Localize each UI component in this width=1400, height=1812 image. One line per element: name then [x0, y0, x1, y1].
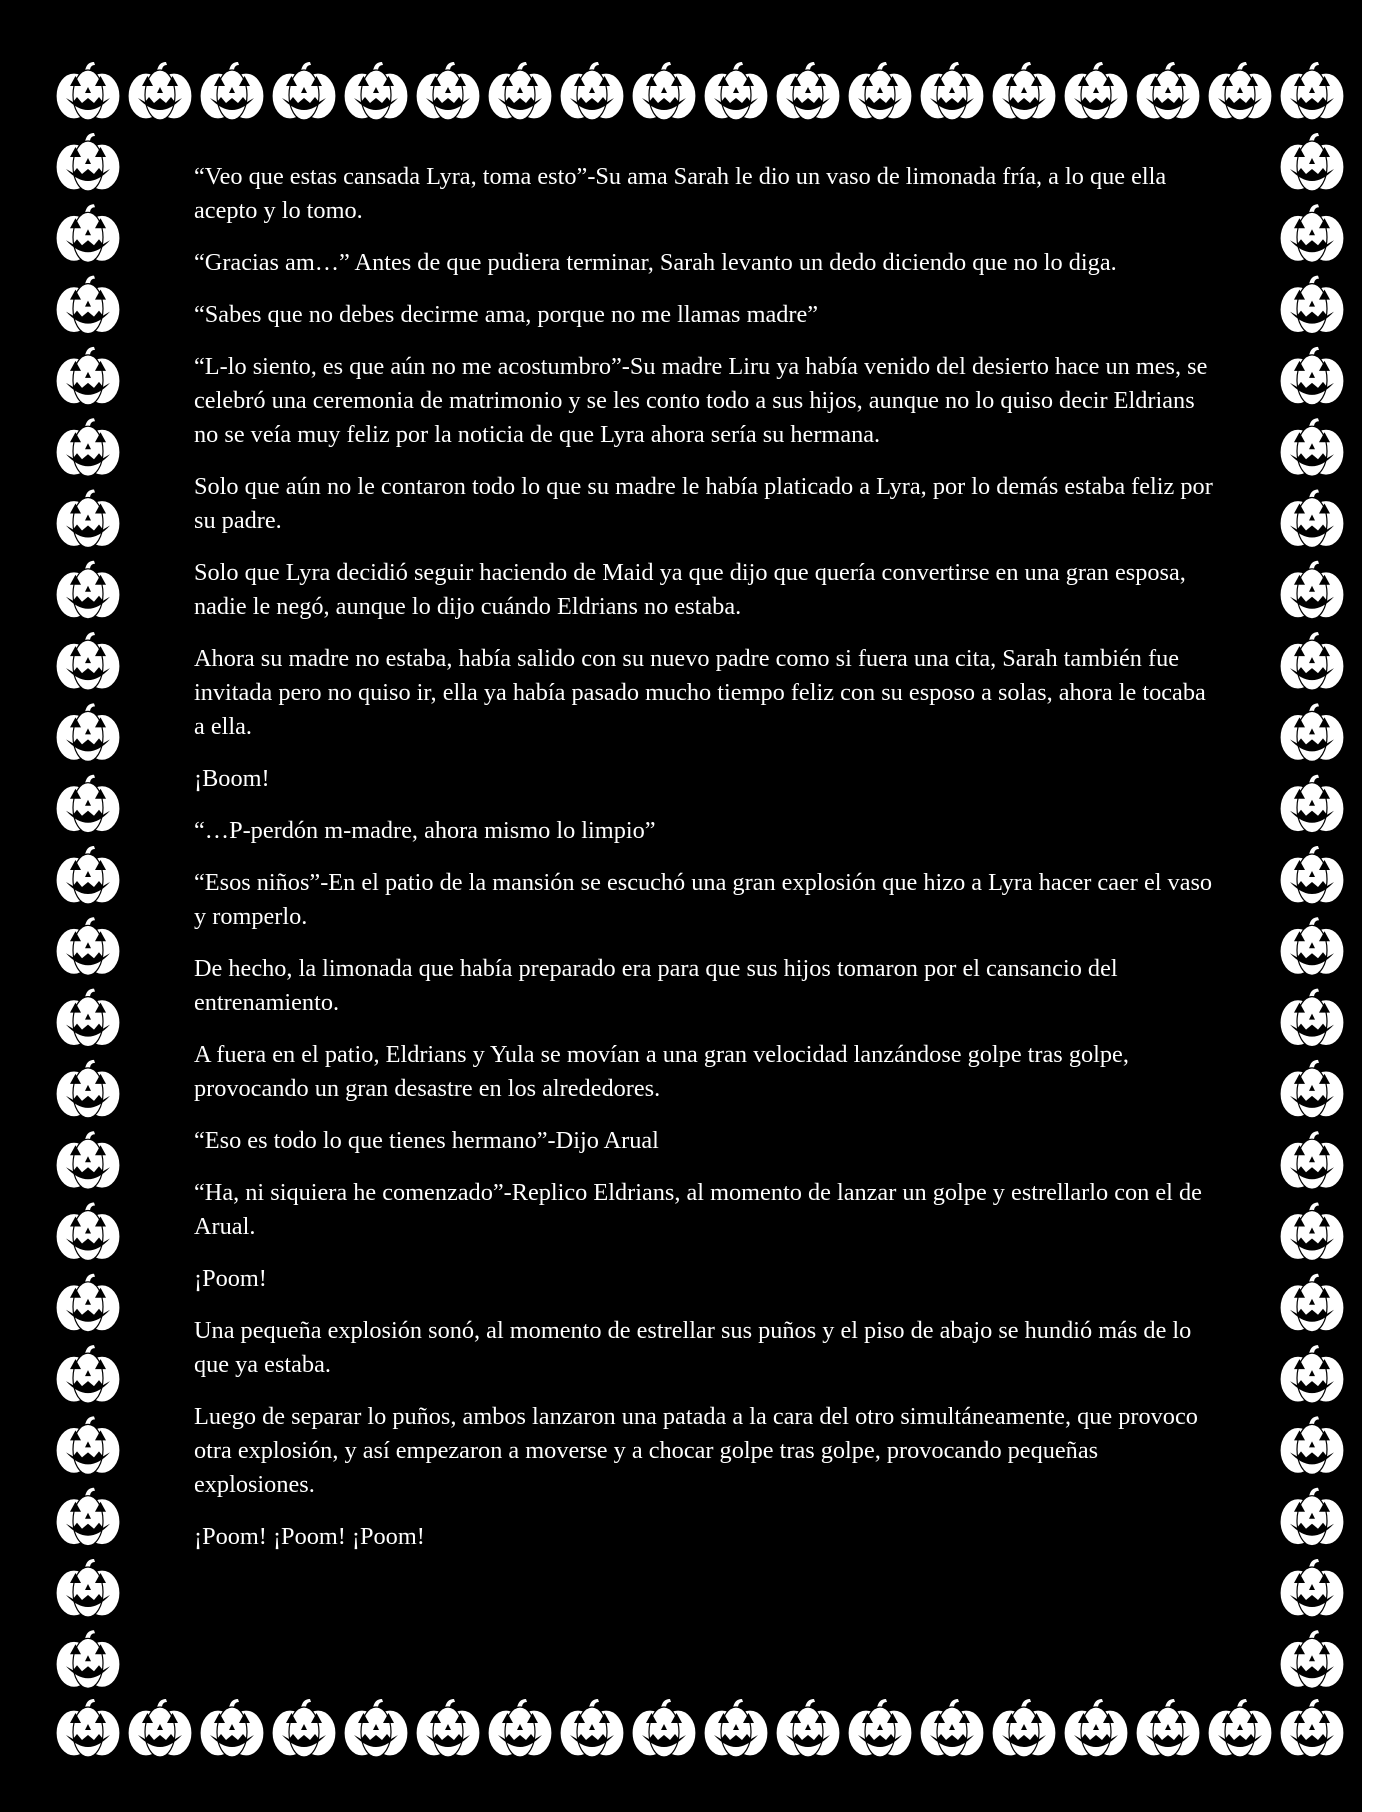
jack-o-lantern-icon	[128, 1699, 192, 1757]
jack-o-lantern-icon	[56, 1131, 120, 1189]
jack-o-lantern-icon	[1280, 1345, 1344, 1403]
jack-o-lantern-icon	[56, 1559, 120, 1617]
jack-o-lantern-icon	[848, 62, 912, 120]
paragraph: “Veo que estas cansada Lyra, toma esto”-Su ama Sarah le dio un vaso de limonada fría, a lo que ella acepto y lo tomo.	[194, 163, 1167, 224]
jack-o-lantern-icon	[1280, 347, 1344, 405]
jack-o-lantern-icon	[56, 133, 120, 191]
jack-o-lantern-icon	[56, 561, 120, 619]
jack-o-lantern-icon	[1280, 1131, 1344, 1189]
jack-o-lantern-icon	[128, 62, 192, 120]
jack-o-lantern-icon	[1280, 62, 1344, 120]
jack-o-lantern-icon	[920, 1699, 984, 1757]
jack-o-lantern-icon	[920, 62, 984, 120]
jack-o-lantern-icon	[1280, 989, 1344, 1047]
jack-o-lantern-icon	[992, 62, 1056, 120]
paragraph: Solo que aún no le contaron todo lo que su madre le había platicado a Lyra, por lo demás estaba feliz por su padre.	[194, 473, 1213, 534]
jack-o-lantern-icon	[56, 347, 120, 405]
jack-o-lantern-icon	[632, 1699, 696, 1757]
jack-o-lantern-icon	[56, 418, 120, 476]
jack-o-lantern-icon	[344, 1699, 408, 1757]
story-text	[194, 160, 1214, 1572]
jack-o-lantern-icon	[1208, 1699, 1272, 1757]
paragraph: “…P-perdón m-madre, ahora mismo lo limpio”	[194, 817, 656, 844]
jack-o-lantern-icon	[56, 1345, 120, 1403]
jack-o-lantern-icon	[704, 1699, 768, 1757]
jack-o-lantern-icon	[776, 1699, 840, 1757]
jack-o-lantern-icon	[344, 62, 408, 120]
jack-o-lantern-icon	[1064, 1699, 1128, 1757]
jack-o-lantern-icon	[1280, 1060, 1344, 1118]
jack-o-lantern-icon	[416, 1699, 480, 1757]
jack-o-lantern-icon	[56, 1699, 120, 1757]
jack-o-lantern-icon	[56, 490, 120, 548]
jack-o-lantern-icon	[632, 62, 696, 120]
paragraph: “Gracias am…” Antes de que pudiera terminar, Sarah levanto un dedo diciendo que no lo diga.	[194, 249, 1117, 276]
jack-o-lantern-icon	[1280, 490, 1344, 548]
paragraph: ¡Poom!	[194, 1265, 267, 1292]
jack-o-lantern-icon	[1136, 62, 1200, 120]
jack-o-lantern-icon	[56, 917, 120, 975]
jack-o-lantern-icon	[200, 62, 264, 120]
jack-o-lantern-icon	[1280, 1416, 1344, 1474]
jack-o-lantern-icon	[1280, 276, 1344, 334]
jack-o-lantern-icon	[56, 1060, 120, 1118]
jack-o-lantern-icon	[56, 1416, 120, 1474]
jack-o-lantern-icon	[272, 62, 336, 120]
jack-o-lantern-icon	[776, 62, 840, 120]
paragraph: Una pequeña explosión sonó, al momento de estrellar sus puños y el piso de abajo se hundió más de lo que ya estaba.	[194, 1317, 1192, 1378]
jack-o-lantern-icon	[1280, 418, 1344, 476]
paragraph: “Ha, ni siquiera he comenzado”-Replico Eldrians, al momento de lanzar un golpe y estrellarlo con el de Arual.	[194, 1179, 1202, 1240]
paragraph: ¡Poom! ¡Poom! ¡Poom!	[194, 1523, 425, 1550]
jack-o-lantern-icon	[56, 1630, 120, 1688]
jack-o-lantern-icon	[1280, 703, 1344, 761]
jack-o-lantern-icon	[704, 62, 768, 120]
jack-o-lantern-icon	[1280, 1559, 1344, 1617]
jack-o-lantern-icon	[1280, 561, 1344, 619]
jack-o-lantern-icon	[272, 1699, 336, 1757]
jack-o-lantern-icon	[560, 62, 624, 120]
paragraph: “L-lo siento, es que aún no me acostumbro”-Su madre Liru ya había venido del desierto hace un mes, se celebró una ceremonia de matrimonio y se les conto todo a sus hijos, aunque no lo quiso decir Eldrians no se veía muy feliz por la noticia de que Lyra ahora sería su hermana.	[194, 353, 1208, 448]
jack-o-lantern-icon	[56, 632, 120, 690]
jack-o-lantern-icon	[488, 1699, 552, 1757]
jack-o-lantern-icon	[416, 62, 480, 120]
jack-o-lantern-icon	[56, 1203, 120, 1261]
paragraph: “Esos niños”-En el patio de la mansión se escuchó una gran explosión que hizo a Lyra hacer caer el vaso y romperlo.	[194, 869, 1213, 930]
jack-o-lantern-icon	[1280, 846, 1344, 904]
paragraph: De hecho, la limonada que había preparado era para que sus hijos tomaron por el cansancio del entrenamiento.	[194, 955, 1118, 1016]
jack-o-lantern-icon	[1280, 775, 1344, 833]
jack-o-lantern-icon	[56, 703, 120, 761]
paragraph: “Eso es todo lo que tienes hermano”-Dijo Arual	[194, 1127, 659, 1154]
jack-o-lantern-icon	[56, 989, 120, 1047]
paragraph: Ahora su madre no estaba, había salido con su nuevo padre como si fuera una cita, Sarah también fue invitada pero no quiso ir, ella ya había pasado mucho tiempo feliz con su esposo a solas, ahora le tocaba a ella.	[194, 645, 1206, 740]
jack-o-lantern-icon	[992, 1699, 1056, 1757]
jack-o-lantern-icon	[1280, 1488, 1344, 1546]
paragraph: ¡Boom!	[194, 765, 270, 792]
jack-o-lantern-icon	[1136, 1699, 1200, 1757]
jack-o-lantern-icon	[488, 62, 552, 120]
jack-o-lantern-icon	[56, 846, 120, 904]
jack-o-lantern-icon	[848, 1699, 912, 1757]
jack-o-lantern-icon	[56, 276, 120, 334]
jack-o-lantern-icon	[1280, 917, 1344, 975]
jack-o-lantern-icon	[56, 1488, 120, 1546]
jack-o-lantern-icon	[1280, 1203, 1344, 1261]
paragraph: Luego de separar lo puños, ambos lanzaron una patada a la cara del otro simultáneamente, que provoco otra explosión, y así empezaron a moverse y a chocar golpe tras golpe, provocando pequeñas explosiones.	[194, 1403, 1198, 1498]
jack-o-lantern-icon	[1064, 62, 1128, 120]
paragraph: “Sabes que no debes decirme ama, porque no me llamas madre”	[194, 301, 819, 328]
jack-o-lantern-icon	[1280, 133, 1344, 191]
jack-o-lantern-icon	[1280, 632, 1344, 690]
paragraph: Solo que Lyra decidió seguir haciendo de Maid ya que dijo que quería convertirse en una gran esposa, nadie le negó, aunque lo dijo cuándo Eldrians no estaba.	[194, 559, 1186, 620]
jack-o-lantern-icon	[56, 204, 120, 262]
jack-o-lantern-icon	[1208, 62, 1272, 120]
jack-o-lantern-icon	[560, 1699, 624, 1757]
jack-o-lantern-icon	[1280, 1630, 1344, 1688]
jack-o-lantern-icon	[1280, 1274, 1344, 1332]
jack-o-lantern-icon	[56, 775, 120, 833]
jack-o-lantern-icon	[1280, 204, 1344, 262]
paragraph: A fuera en el patio, Eldrians y Yula se movían a una gran velocidad lanzándose golpe tras golpe, provocando un gran desastre en los alrededores.	[194, 1041, 1129, 1102]
jack-o-lantern-icon	[1280, 1699, 1344, 1757]
jack-o-lantern-icon	[200, 1699, 264, 1757]
jack-o-lantern-icon	[56, 62, 120, 120]
jack-o-lantern-icon	[56, 1274, 120, 1332]
